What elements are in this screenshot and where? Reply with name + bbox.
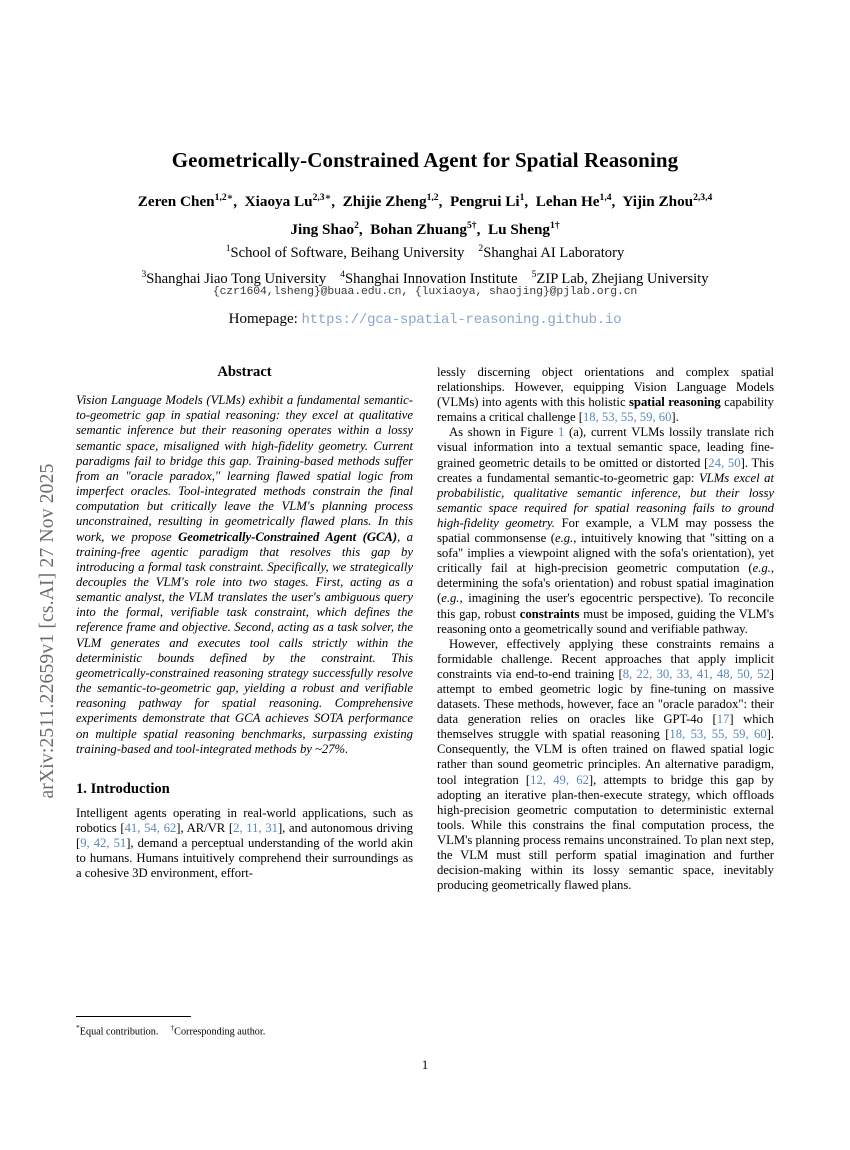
citation-link[interactable]: 24, 50 [708,455,741,470]
author-name: Jing Shao [290,221,355,239]
left-column [76,365,413,881]
author-list [60,186,790,242]
footnote-corresponding-author: Corresponding author. [174,1026,266,1038]
author-name: Lu Sheng [487,221,551,239]
section-heading-introduction: 1. Introduction [76,780,170,797]
affiliation-marker: 3 [141,268,147,280]
author-name: Zeren Chen [137,193,215,211]
rc-text-14: ] which themselves struggle with spatial reasoning [ [437,712,774,742]
figure-reference-link[interactable]: 1 [557,425,565,440]
affiliation-marker: 4 [340,268,345,280]
rc-text-2: capability remains a critical challenge [ [437,395,774,425]
author-affil-marker: 2,3,4 [693,192,713,203]
citation-link[interactable]: 17 [716,712,730,727]
eg-abbrev: e.g. [752,561,771,576]
abstract-body [76,393,413,757]
contact-emails: {czr1604,lsheng}@buaa.edu.cn, {luxiaoya, shaojing}@pjlab.org.cn [212,286,638,298]
affiliation-name: Shanghai AI Laboratory [483,244,625,261]
author-line-2: Jing Shao$^2$, Bohan Zhuang$^{5\dagger}$, Lu Sheng$^{1\dagger}$ [290,220,560,239]
author-affil-marker: 2 [354,220,359,232]
rc-text-7: For example, a VLM may possess the spatial commonsense ( [437,515,774,546]
author-affil-marker: 1,4 [599,192,612,203]
author-name: Bohan Zhuang [370,221,467,239]
citation-link[interactable]: 8, 22, 30, 33, 41, 48, 50, 52 [622,666,770,681]
rc-text-16: ], attempts to bridge this gap by adopting an iterative plan-then-execute strategy, which offloads high-precision geometric computation to deterministic external tools. While this constrains the final computation process, the VLM's planning process remains unconstrained. To plan next step, the VLM must still perform spatial imagination and further decision-making within its lossy semantic space, inevitably producing geometrically flawed plans. [437,772,774,893]
rc-text-3: ]. [671,410,679,425]
eg-abbrev: e.g. [441,591,460,606]
rc-italic-claim: VLMs excel at probabilistic, qualitative semantic inference, but their lossy semantic space required for spatial reasoning fails to ground high-fidelity geometry. [437,470,774,530]
affiliation-name: Shanghai Jiao Tong University [146,270,327,287]
affiliation-marker: 5 [531,268,537,280]
rc-text-8: , intuitively knowing that "sitting on a sofa" implies a viewpoint aligned with the sofa's orientation), yet critically fail at high-precision geometric computation ( [437,531,774,576]
citation-link[interactable]: 18, 53, 55, 59, 60 [582,410,672,425]
abstract-text-1: Vision Language Models (VLMs) exhibit a fundamental semantic-to-geometric gap in spatial reasoning: they excel at qualitative semantic inference but their reasoning operates within a lossy semantic space, misaligned with high-fidelity geometry. Current paradigms fail to bridge this gap. Training-based methods suffer from an "oracle paradox," learning flawed spatial logic from imperfect oracles. Tool-integrated methods constrain the final computation but critically leave the VLM's planning process unconstrained, resulting in geometrically flawed plans. In this work, we propose [76,393,413,544]
homepage-line [55,311,795,328]
homepage-link[interactable]: https://gca-spatial-reasoning.github.io [301,312,622,328]
intro-paragraph-1 [76,806,413,881]
affiliation-marker: 2 [478,243,484,254]
author-name: Yijin Zhou [622,193,694,211]
intro-text-4: ], demand a perceptual understanding of the world akin to humans. Humans intuitively comprehend their surroundings as a cohesive 3D environment, effort- [76,836,413,881]
rc-text-11: must be imposed, guiding the VLM's reasoning onto a geometrically sound and verifiable pathway. [437,606,775,636]
footnote-block [76,1016,413,1038]
page-number: 1 [421,1058,429,1072]
rc-text-9: , determining the sofa's orientation) and robust spatial imagination ( [437,561,774,606]
right-paragraph-3 [437,637,774,894]
abstract-bold-term: Geometrically-Constrained Agent (GCA) [178,529,398,544]
author-affil-marker: 5† [466,220,477,232]
author-line-1: Zeren Chen$^{1,2∗}$, Xiaoya $Lu^{2,3∗}$, Zhijie Zheng$^{1,2}$, Pengrui Li$^1$, Lehan He$^{1,4}$, Yijin Zhou$^{2,3,4}$ [137,192,713,211]
page-title: Geometrically-Constrained Agent for Spatial Reasoning [171,148,679,172]
arxiv-vertical-stamp: arXiv:2511.22659v1 [cs.AI] 27 Nov 2025 [37,463,58,799]
rc-text-6: ]. This creates a fundamental semantic-to-geometric gap: [437,455,774,485]
citation-link[interactable]: 18, 53, 55, 59, 60 [669,727,767,742]
affiliation-marker: 1 [225,243,231,254]
author-affil-marker: 1† [550,220,560,232]
affiliation-name: Shanghai Innovation Institute [344,270,518,287]
rc-text-13: ] attempt to embed geometric logic by fine-tuning on massive datasets. These methods, however, face an "oracle paradox": their data generation relies on oracles like GPT-4o [ [437,666,775,727]
rc-bold-term: spatial reasoning [629,395,721,410]
affiliation-name: School of Software, Beihang University [230,244,465,261]
author-affil-marker: 2,3∗ [312,192,332,203]
citation-link[interactable]: 2, 11, 31 [233,821,278,836]
abstract-heading: Abstract [217,364,272,380]
citation-link[interactable]: 9, 42, 51 [80,836,127,851]
right-paragraph-2 [437,425,774,636]
rc-text-1: lessly discerning object orientations and complex spatial relationships. However, equipping Vision Language Models (VLMs) into agents with this holistic [437,365,774,410]
author-name: Zhijie Zheng [342,193,427,211]
rc-text-10: , imagining the user's egocentric perspective). To reconcile this gap, robust [437,591,774,621]
intro-text-2: ], AR/VR [ [176,821,234,836]
footnote-rule [76,1016,191,1017]
right-paragraph-1 [437,365,774,425]
right-column [437,365,774,893]
affiliation-name: ZIP Lab, Zhejiang University [536,270,709,287]
affiliation-list [55,238,795,290]
homepage-label: Homepage: [228,311,298,327]
footnote-marker-equal: * [76,1023,80,1032]
intro-text-1: Intelligent agents operating in real-world applications, such as robotics [ [76,805,413,836]
eg-abbrev: e.g. [555,531,574,546]
rc-bold-term: constraints [519,606,580,621]
abstract-text-2: , a training-free agentic paradigm that resolves this gap by introducing a formal task constraint. Specifically, we strategically decouples the VLM's role into two stages. First, acting as a semantic analyst, the VLM translates the user's ambiguous query into the formal, verifiable task constraint, which defines the reference frame and objective. Second, acting as a task solver, the VLM generates and executes tool calls strictly within the deterministic bounds defined by the constraint. This geometrically-constrained reasoning strategy successfully resolve the semantic-to-geometric gap, yielding a robust and verifiable reasoning pathway for spatial reasoning. Comprehensive experiments demonstrate that GCA achieves SOTA performance on multiple spatial reasoning benchmarks, surpassing existing training-based and tool-integrated methods by ~27%. [76,529,413,756]
rc-text-5: (a), current VLMs lossily translate rich visual information into a textual semantic space, leading fine-grained geometric details to be omitted or distorted [ [437,425,774,470]
citation-link[interactable]: 41, 54, 62 [124,821,177,836]
author-name: Lehan He [535,193,600,211]
affiliation-line-1 [55,238,795,264]
author-affil-marker: 1,2∗ [214,192,234,203]
rc-text-15: ]. Consequently, the VLM is often trained on flawed spatial logic rather than sound geometric principles. An alternative paradigm, tool integration [ [437,727,774,787]
footnote-marker-corresponding: † [170,1023,175,1032]
author-name: Xiaoya Lu [244,193,313,211]
footnote-equal-contribution: Equal contribution. [79,1026,159,1038]
footnote-text [76,1021,413,1038]
author-name: Pengrui Li [449,193,520,211]
citation-link[interactable]: 12, 49, 62 [530,772,589,787]
author-affil-marker: 1 [519,192,525,203]
author-affil-marker: 1,2 [426,192,439,203]
intro-text-3: ], and autonomous driving [ [76,821,413,851]
rc-text-4: As shown in Figure [449,425,558,440]
rc-text-12: However, effectively applying these constraints remains a formidable challenge. Recent approaches that apply implicit constraints via end-to-end training [ [437,636,774,681]
